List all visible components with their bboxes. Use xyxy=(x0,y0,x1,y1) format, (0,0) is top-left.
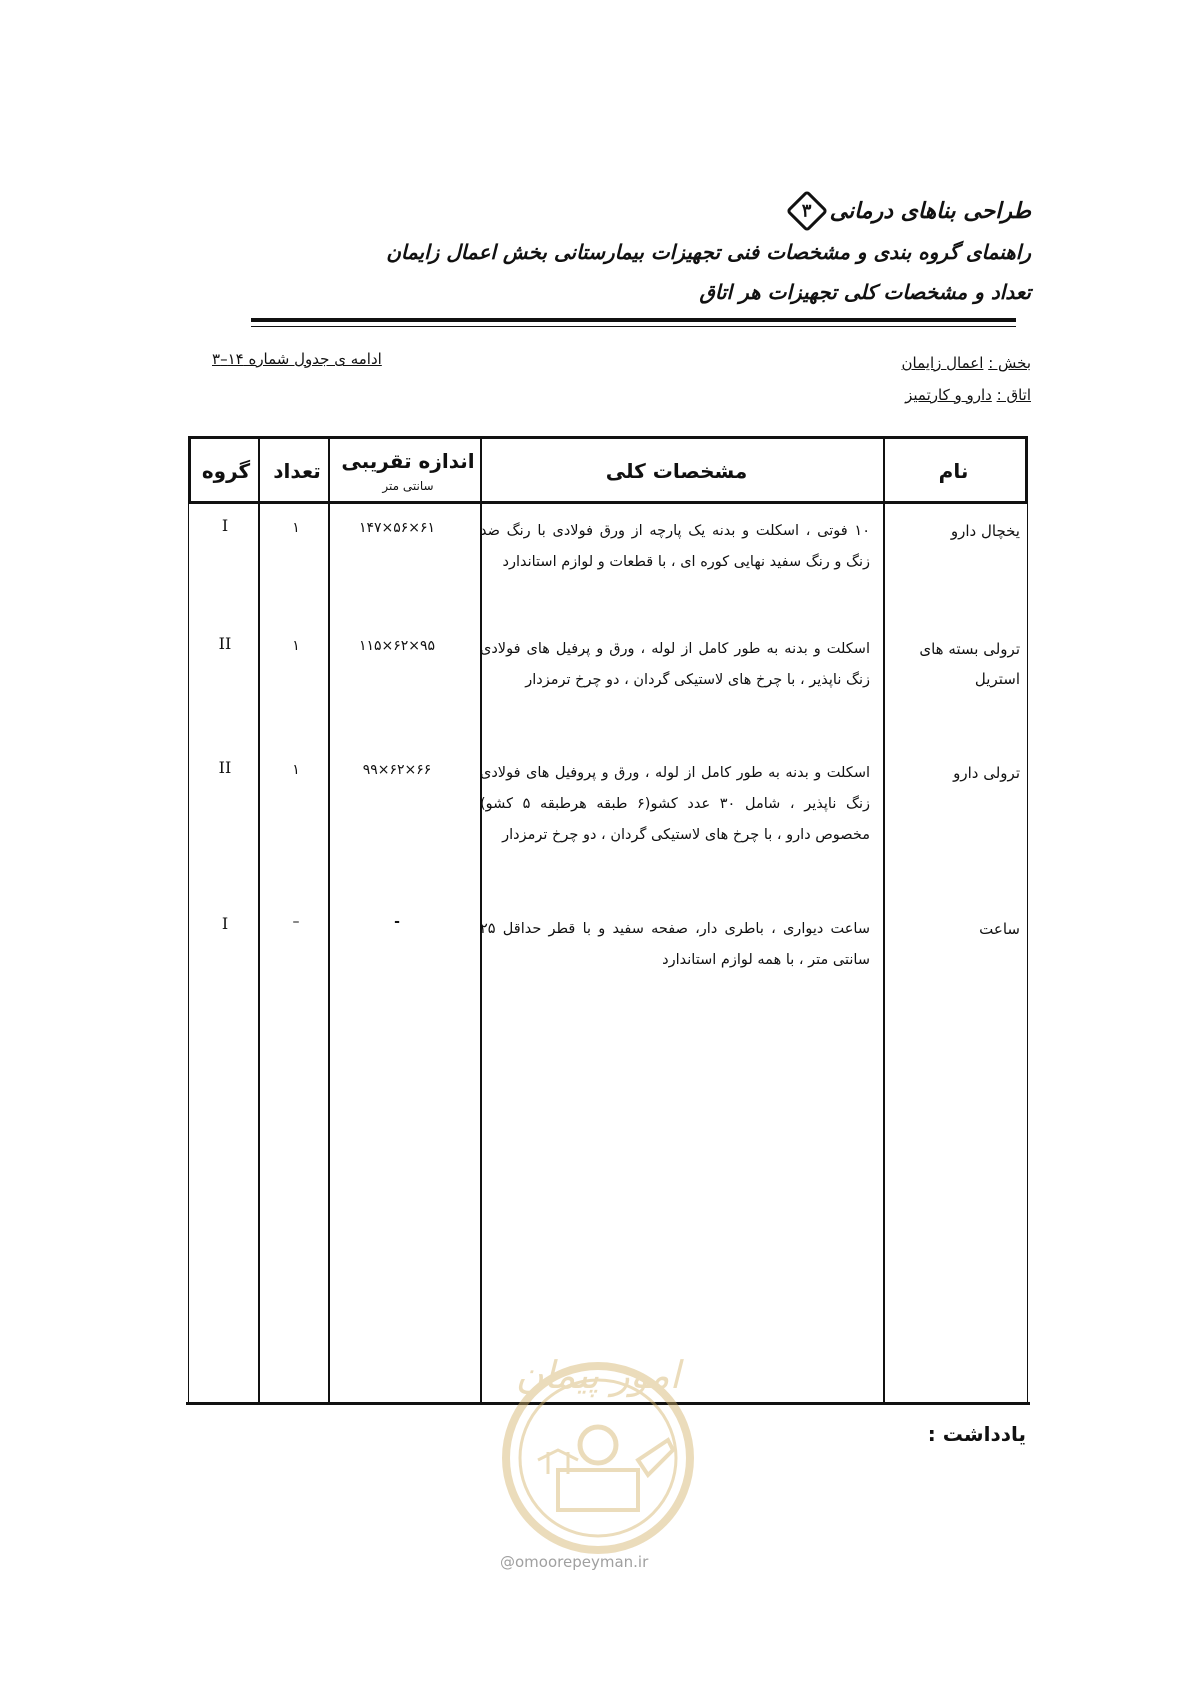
row-group: II xyxy=(218,634,232,653)
col-header-size: اندازه تقریبی سانتی متر xyxy=(341,449,475,493)
department-line xyxy=(902,354,1031,372)
row-spec: اسکلت و بدنه به طور کامل از لوله ، ورق و پرفیل های فولادی زنگ ناپذیر ، با چرخ های لاستیکی گردان ، دو چرخ ترمزدار xyxy=(480,641,870,688)
col-header-group: گروه xyxy=(201,459,251,483)
row-spec: ساعت دیواری ، باطری دار، صفحه سفید و با قطر حداقل ۲۵ سانتی متر ، با همه لوازم استاندارد xyxy=(480,921,870,968)
row-spec: ۱۰ فوتی ، اسکلت و بدنه یک پارچه از ورق فولادی با رنگ ضد زنگ و رنگ سفید نهایی کوره ای ، با قطعات و لوازم استاندارد xyxy=(480,523,870,570)
header-line-2: راهنمای گروه بندی و مشخصات فنی تجهیزات بیمارستانی بخش اعمال زایمان xyxy=(386,240,1031,264)
row-size: - xyxy=(394,914,400,930)
row-name: ساعت xyxy=(979,920,1020,938)
department-label: بخش : xyxy=(988,354,1031,372)
section-number-badge: ۳ xyxy=(785,190,827,232)
row-qty: ۱ xyxy=(292,638,300,654)
row-name: ترولی بسته های استریل xyxy=(919,640,1020,688)
row-size: ۶۶×۶۲×۹۹ xyxy=(362,762,432,778)
col-header-size-unit: سانتی متر xyxy=(382,479,434,493)
notes-label: یادداشت : xyxy=(927,1422,1026,1446)
col-header-qty: تعداد xyxy=(273,459,321,483)
col-divider xyxy=(328,436,330,1402)
col-header-spec: مشخصات کلی xyxy=(605,459,748,483)
header-rule-thin xyxy=(251,326,1016,327)
header-line-1 xyxy=(792,196,1031,226)
header-line-3: تعداد و مشخصات کلی تجهیزات هر اتاق xyxy=(699,280,1031,304)
table-header xyxy=(188,436,1028,504)
department-value: اعمال زایمان xyxy=(901,354,984,372)
row-name: ترولی دارو xyxy=(953,764,1020,782)
row-group: I xyxy=(221,914,229,933)
row-spec: اسکلت و بدنه به طور کامل از لوله ، ورق و پروفیل های فولادی زنگ ناپذیر ، شامل ۳۰ عدد کشو(۶ طبقه هرطبقه ۵ کشو) مخصوص دارو ، با چرخ های لاستیکی گردان ، دو چرخ ترمزدار xyxy=(480,765,870,843)
col-divider xyxy=(883,436,885,1402)
col-header-name: نام xyxy=(938,459,969,483)
header-title: طراحی بناهای درمانی xyxy=(829,198,1031,224)
watermark-brand-text: امور پیمان xyxy=(515,1353,681,1397)
row-group: II xyxy=(218,758,232,777)
table-continuation-note: ادامه ی جدول شماره ۱۴–۳ xyxy=(212,350,382,368)
equipment-table xyxy=(188,436,1028,1404)
row-qty: – xyxy=(292,914,300,930)
row-qty: ۱ xyxy=(292,520,300,536)
table-right-edge xyxy=(1027,504,1028,1402)
room-value: دارو و کارتمیز xyxy=(905,386,992,404)
row-name: یخچال دارو xyxy=(950,522,1020,540)
room-label: اتاق : xyxy=(996,386,1031,404)
room-line xyxy=(905,386,1031,404)
header-rule xyxy=(251,318,1016,322)
row-size: ۶۱×۵۶×۱۴۷ xyxy=(358,520,436,536)
row-size: ۹۵×۶۲×۱۱۵ xyxy=(358,638,436,654)
watermark-logo xyxy=(488,1340,708,1560)
row-qty: ۱ xyxy=(292,762,300,778)
watermark-url: @omoorepeyman.ir xyxy=(500,1553,649,1571)
row-group: I xyxy=(221,516,229,535)
